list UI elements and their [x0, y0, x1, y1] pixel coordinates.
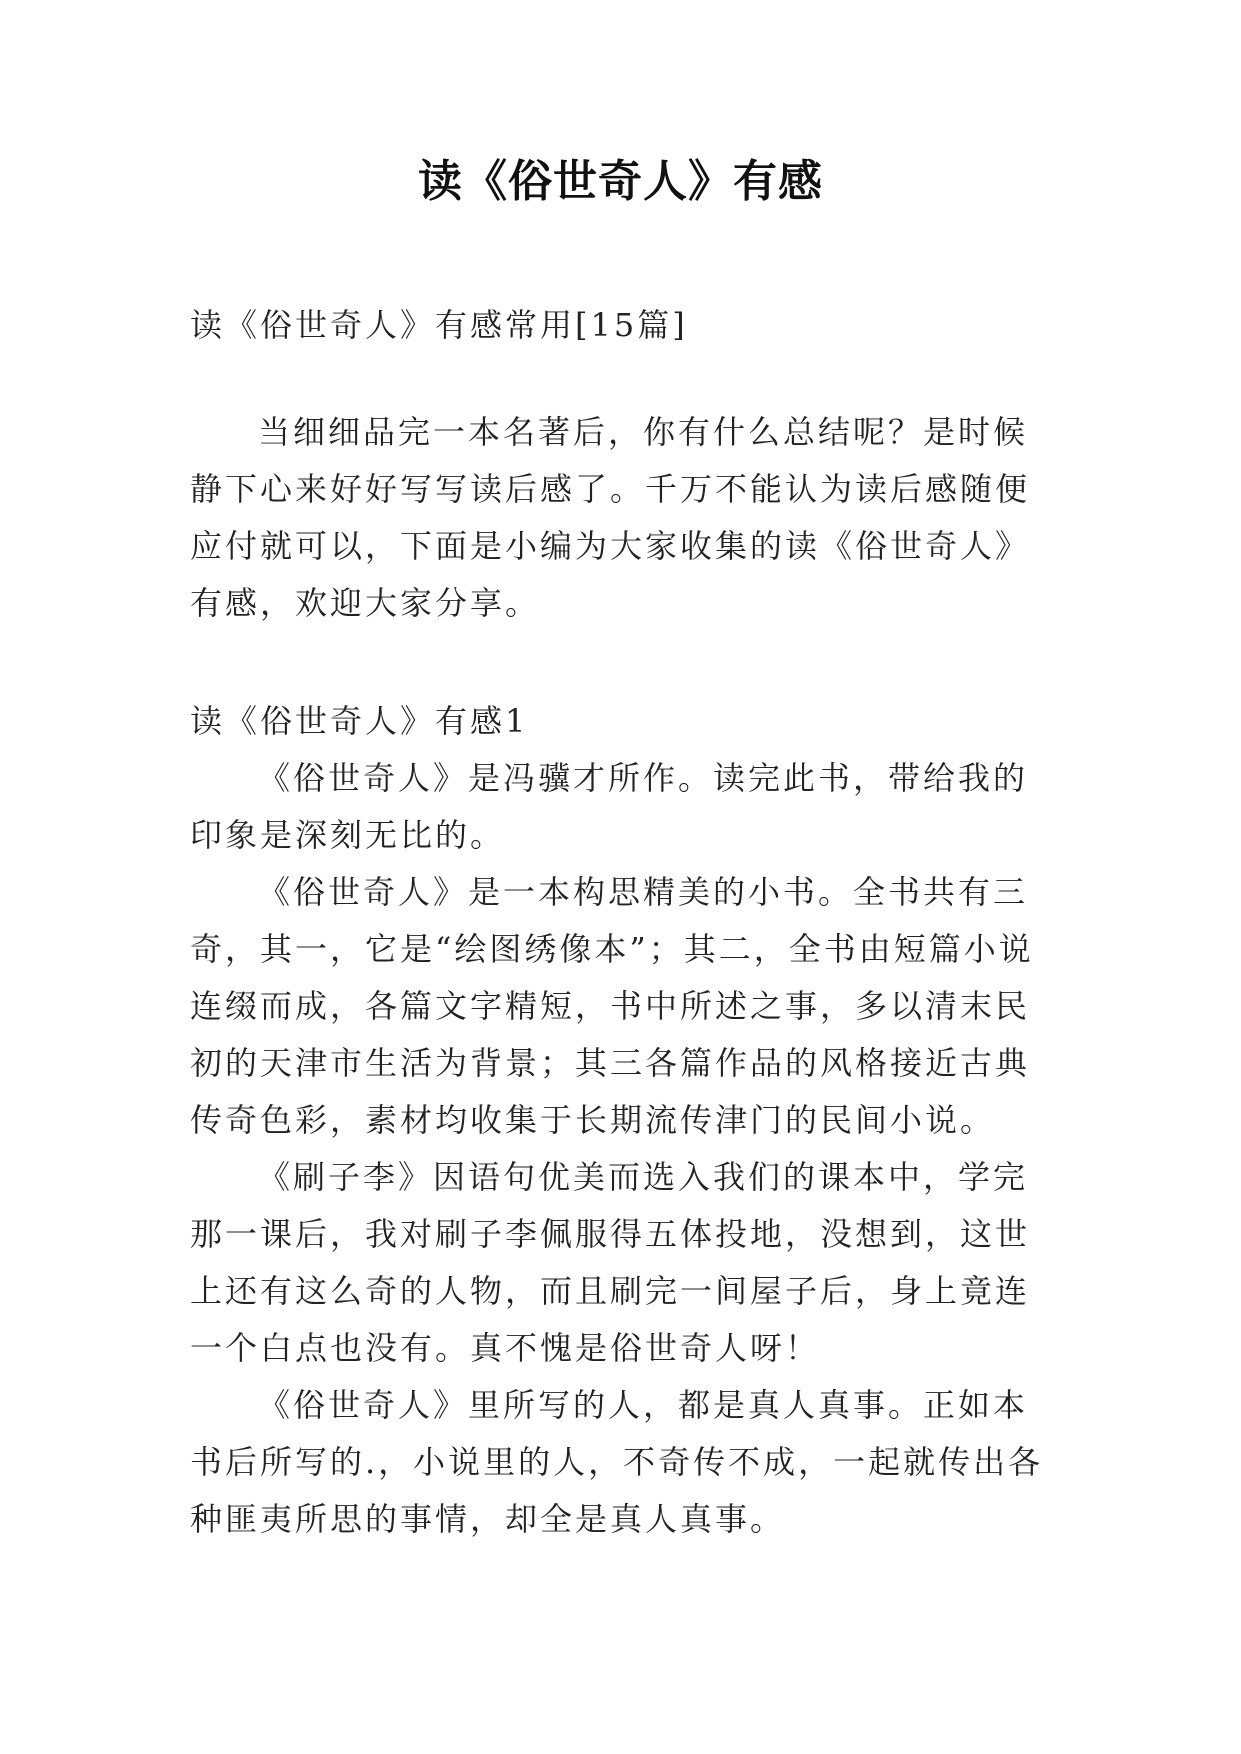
- section-paragraph: 《刷子李》因语句优美而选入我们的课本中，学完那一课后，我对刷子李佩服得五体投地，没想到，这世上还有这么奇的人物，而且刷完一间屋子后，身上竟连一个白点也没有。真不愧是俗世奇人呀！: [190, 1158, 1031, 1367]
- document-subtitle: [190, 297, 1060, 354]
- section-paragraph: 《俗世奇人》里所写的人，都是真人真事。正如本书后所写的.，小说里的人，不奇传不成，一起就传出各种匪夷所思的事情，却全是真人真事。: [190, 1386, 1044, 1538]
- section-paragraph: 《俗世奇人》是一本构思精美的小书。全书共有三奇，其一，它是“绘图绣像本”；其二，全书由短篇小说连缀而成，各篇文字精短，书中所述之事，多以清末民初的天津市生活为背景；其三各篇作品的风格接近古典传奇色彩，素材均收集于长期流传津门的民间小说。: [190, 873, 1034, 1139]
- section-paragraph: 《俗世奇人》是冯骥才所作。读完此书，带给我的印象是深刻无比的。: [190, 759, 1029, 854]
- article-section: [190, 693, 1060, 1548]
- intro-text: 当细细品完一本名著后，你有什么总结呢？是时候静下心来好好写写读后感了。千万不能认为读后感随便应付就可以，下面是小编为大家收集的读《俗世奇人》有感，欢迎大家分享。: [190, 413, 1031, 622]
- intro-paragraph: [190, 404, 1060, 632]
- document-title: 读《俗世奇人》有感: [418, 156, 823, 207]
- subtitle-text: 读《俗世奇人》有感常用[15篇]: [190, 306, 688, 344]
- section-heading: 读《俗世奇人》有感1: [190, 702, 529, 740]
